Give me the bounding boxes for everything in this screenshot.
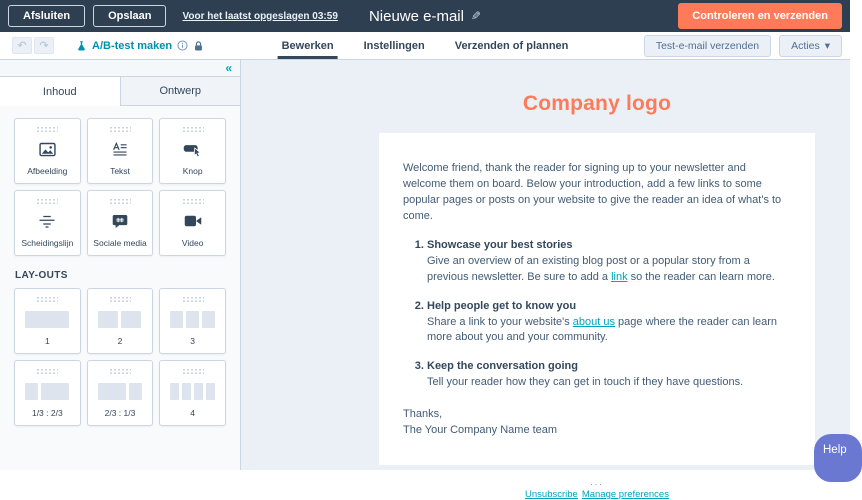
list-item: 1. Showcase your best stories Give an overview of an existing blog post or a popular story from a previous newsletter. Be sure to add a link so the reader can learn more.	[427, 238, 791, 286]
content-sidebar	[0, 60, 241, 470]
layout-preview	[170, 302, 215, 336]
layout-2[interactable]	[87, 288, 154, 354]
block-scheidingslijn[interactable]	[14, 190, 81, 256]
text-icon	[112, 132, 128, 166]
editor-nav-tabs	[282, 32, 569, 59]
layout-preview	[25, 302, 69, 336]
image-icon	[39, 132, 56, 166]
block-knop[interactable]	[159, 118, 226, 184]
tab-inhoud[interactable]: Inhoud	[0, 77, 121, 106]
block-video[interactable]	[159, 190, 226, 256]
block-sociale-media[interactable]	[87, 190, 154, 256]
ab-test-control[interactable]	[76, 40, 204, 52]
layout-4[interactable]	[159, 360, 226, 426]
layouts-heading: LAY-OUTS	[15, 270, 68, 281]
inline-link[interactable]: link	[611, 270, 628, 283]
list-item: 2. Help people get to know you Share a link to your website's about us page where the reader can learn more about you and your community.	[427, 299, 791, 347]
chevron-down-icon: ▾	[824, 39, 830, 52]
ab-test-label: A/B-test maken	[92, 39, 173, 52]
lock-icon	[193, 40, 204, 52]
undo-redo-group	[12, 37, 54, 54]
review-send-button[interactable]: Controleren en verzenden	[678, 3, 842, 29]
email-footer	[379, 477, 815, 500]
layout-label: 4	[190, 408, 196, 418]
layout-3[interactable]	[159, 288, 226, 354]
tab-verzenden-of-plannen[interactable]: Verzenden of plannen	[454, 39, 569, 52]
layout-label: 1/3 : 2/3	[31, 408, 63, 418]
unsubscribe-link[interactable]: Unsubscribe	[525, 489, 578, 500]
layout-label: 1	[44, 336, 50, 346]
email-intro-paragraph: Welcome friend, thank the reader for signing up to your newsletter and welcome them on board. Below your introduction, add a few links to some popular pages or posts on your website to give the reader an idea of what's to come.	[403, 162, 782, 222]
company-logo-heading[interactable]: Company logo	[522, 92, 672, 115]
email-signoff: Thanks, The Your Company Name team	[403, 408, 558, 437]
topbar	[0, 0, 850, 32]
email-list	[403, 238, 791, 392]
block-label: Scheidingslijn	[21, 238, 74, 248]
actions-label: Acties	[791, 39, 820, 52]
toolbar	[0, 32, 850, 60]
social-icon	[112, 204, 128, 238]
email-column	[379, 60, 815, 500]
help-button[interactable]: Help	[814, 434, 862, 482]
layout-1-3-2-3[interactable]	[14, 360, 81, 426]
info-icon[interactable]	[177, 40, 188, 51]
toolbar-right-actions	[644, 35, 842, 57]
email-title-text: Nieuwe e-mail	[368, 7, 464, 25]
video-icon	[184, 204, 202, 238]
edit-pencil-icon[interactable]: ✎	[470, 9, 482, 23]
layouts-grid	[14, 288, 226, 426]
block-afbeelding[interactable]	[14, 118, 81, 184]
sidebar-header-strip	[0, 60, 240, 76]
flask-icon	[76, 40, 87, 52]
block-label: Video	[181, 238, 204, 248]
layout-preview	[98, 302, 141, 336]
redo-button[interactable]: ↷	[34, 37, 54, 54]
email-title	[369, 8, 481, 25]
layout-2-3-1-3[interactable]	[87, 360, 154, 426]
button-icon	[183, 132, 202, 166]
main-area	[0, 60, 850, 500]
inline-link[interactable]: about us	[572, 315, 615, 328]
content-blocks-grid	[14, 118, 226, 256]
block-label: Tekst	[110, 166, 130, 176]
divider-icon	[38, 204, 56, 238]
undo-button[interactable]: ↶	[12, 37, 32, 54]
layout-label: 2/3 : 1/3	[104, 408, 136, 418]
sidebar-content	[0, 106, 240, 470]
manage-preferences-link[interactable]: Manage preferences	[581, 489, 669, 500]
block-label: Afbeelding	[27, 166, 68, 176]
last-saved-link[interactable]: Voor het laatst opgeslagen 03:59	[182, 10, 338, 22]
footer-ellipsis: ...	[590, 477, 604, 488]
layout-preview	[98, 374, 142, 408]
tab-bewerken[interactable]: Bewerken	[282, 32, 334, 59]
save-button[interactable]: Opslaan	[93, 5, 166, 27]
block-label: Sociale media	[93, 238, 147, 248]
block-label: Knop	[182, 166, 203, 176]
send-test-email-button[interactable]: Test-e-mail verzenden	[644, 35, 771, 57]
sidebar-tabs	[0, 76, 240, 106]
block-tekst[interactable]	[87, 118, 154, 184]
tab-instellingen[interactable]: Instellingen	[363, 39, 425, 52]
collapse-sidebar-icon[interactable]: «	[225, 61, 232, 75]
layout-label: 3	[190, 336, 196, 346]
email-preview-canvas[interactable]	[241, 60, 850, 500]
exit-button[interactable]: Afsluiten	[8, 5, 85, 27]
tab-ontwerp[interactable]: Ontwerp	[121, 77, 241, 106]
layout-preview	[170, 374, 215, 408]
layout-1[interactable]	[14, 288, 81, 354]
email-body-card[interactable]	[379, 133, 815, 465]
layout-label: 2	[117, 336, 123, 346]
list-item: 3. Keep the conversation going Tell your reader how they can get in touch if they have questions.	[427, 359, 791, 391]
layout-preview	[25, 374, 69, 408]
actions-dropdown-button[interactable]	[779, 35, 842, 57]
